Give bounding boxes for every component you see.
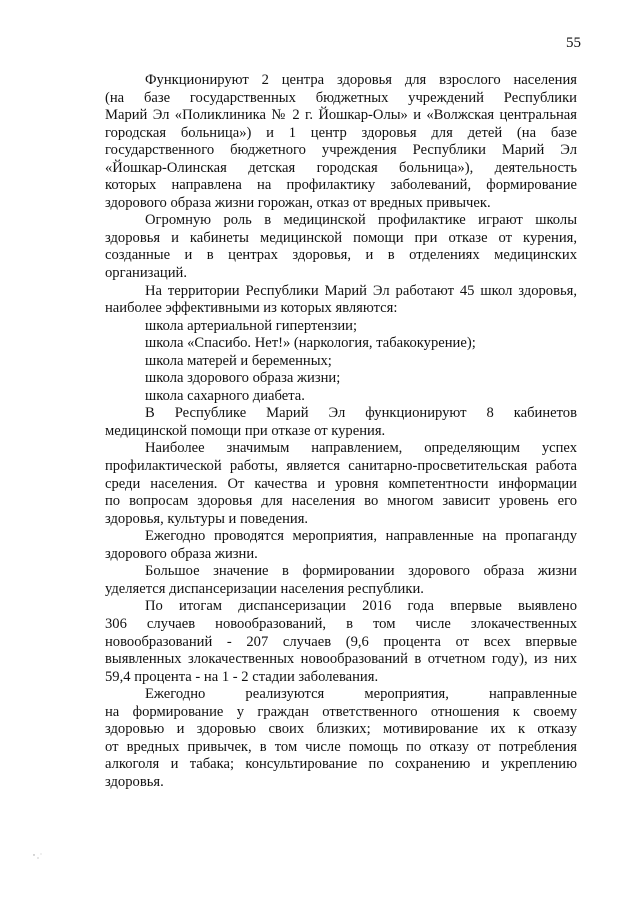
list-item: школа артериальной гипертензии; bbox=[145, 317, 358, 334]
text-line: здорового образа жизни. bbox=[105, 545, 258, 562]
text-line: здоровья, культуры и поведения. bbox=[105, 510, 309, 527]
text-line: 306 случаев новообразований, в том числе злокачественных bbox=[105, 615, 577, 632]
text-line: Большое значение в формировании здорового образа жизни bbox=[145, 563, 577, 580]
text-line: медицинской помощи при отказе от курения. bbox=[105, 422, 386, 439]
text-line: По итогам диспансеризации 2016 года впервые выявлено bbox=[145, 598, 577, 615]
page-number: 55 bbox=[566, 35, 581, 51]
text-line: созданные и в центрах здоровья, и в отделениях медицинских bbox=[105, 247, 577, 264]
text-line: Наиболее значимым направлением, определяющим успех bbox=[145, 440, 577, 457]
list-item: школа сахарного диабета. bbox=[145, 387, 305, 404]
text-line: Функционируют 2 центра здоровья для взрослого населения bbox=[145, 72, 577, 88]
text-line: Марий Эл «Поликлиника № 2 г. Йошкар-Олы» и «Волжская центральная bbox=[105, 107, 577, 124]
text-line: 59,4 процента - на 1 - 2 стадии заболевания. bbox=[105, 668, 379, 685]
text-line: алкоголя и табака; консультирование по сохранению и укреплению bbox=[105, 756, 577, 773]
text-line: на формирование у граждан ответственного отношения к своему bbox=[105, 703, 577, 720]
text-line: которых направлена на профилактику заболеваний, формирование bbox=[105, 177, 577, 194]
text-line: Огромную роль в медицинской профилактике играют школы bbox=[145, 212, 577, 229]
text-line: Ежегодно реализуются мероприятия, направленные bbox=[145, 686, 577, 703]
list-item: школа здорового образа жизни; bbox=[145, 370, 341, 387]
text-line: здорового образа жизни горожан, отказ от вредных привычек. bbox=[105, 194, 491, 211]
text-line: от вредных привычек, в том числе помощь по отказу от потребления bbox=[105, 738, 577, 755]
text-line: наиболее эффективными из которых являются: bbox=[105, 300, 398, 317]
list-item: школа матерей и беременных; bbox=[145, 352, 332, 369]
text-line: уделяется диспансеризации населения республики. bbox=[105, 580, 424, 597]
text-line: новообразований - 207 случаев (9,6 процента от всех впервые bbox=[105, 633, 577, 650]
text-line: государственного бюджетного учреждения Республики Марий Эл bbox=[105, 142, 577, 159]
text-line: здоровья и кабинеты медицинской помощи при отказе от курения, bbox=[105, 229, 577, 246]
text-line: организаций. bbox=[105, 265, 187, 282]
document-body bbox=[105, 72, 577, 791]
text-line: по вопросам здоровья для населения во многом зависит уровень его bbox=[105, 493, 577, 510]
text-line: профилактической работы, является санитарно-просветительская работа bbox=[105, 458, 577, 475]
text-line: На территории Республики Марий Эл работают 45 школ здоровья, bbox=[145, 282, 577, 299]
text-line: здоровью и здоровью своих близких; мотивирование их к отказу bbox=[105, 721, 577, 738]
list-item: школа «Спасибо. Нет!» (наркология, табакокурение); bbox=[145, 335, 476, 352]
text-line: «Йошкар-Олинская детская городская больница»), деятельность bbox=[105, 159, 577, 176]
text-line: среди населения. От качества и уровня компетентности информации bbox=[105, 475, 577, 492]
text-line: здоровья. bbox=[105, 773, 164, 790]
text-line: (на базе государственных бюджетных учреждений Республики bbox=[105, 89, 577, 106]
text-line: городская больница») и 1 центр здоровья для детей (на базе bbox=[105, 124, 577, 141]
text-line: Ежегодно проводятся мероприятия, направленные на пропаганду bbox=[145, 528, 577, 545]
text-line: выявленных злокачественных новообразований в отчетном году), из них bbox=[105, 651, 577, 668]
scan-speck-mark bbox=[32, 852, 44, 862]
text-line: В Республике Марий Эл функционируют 8 кабинетов bbox=[145, 405, 577, 422]
